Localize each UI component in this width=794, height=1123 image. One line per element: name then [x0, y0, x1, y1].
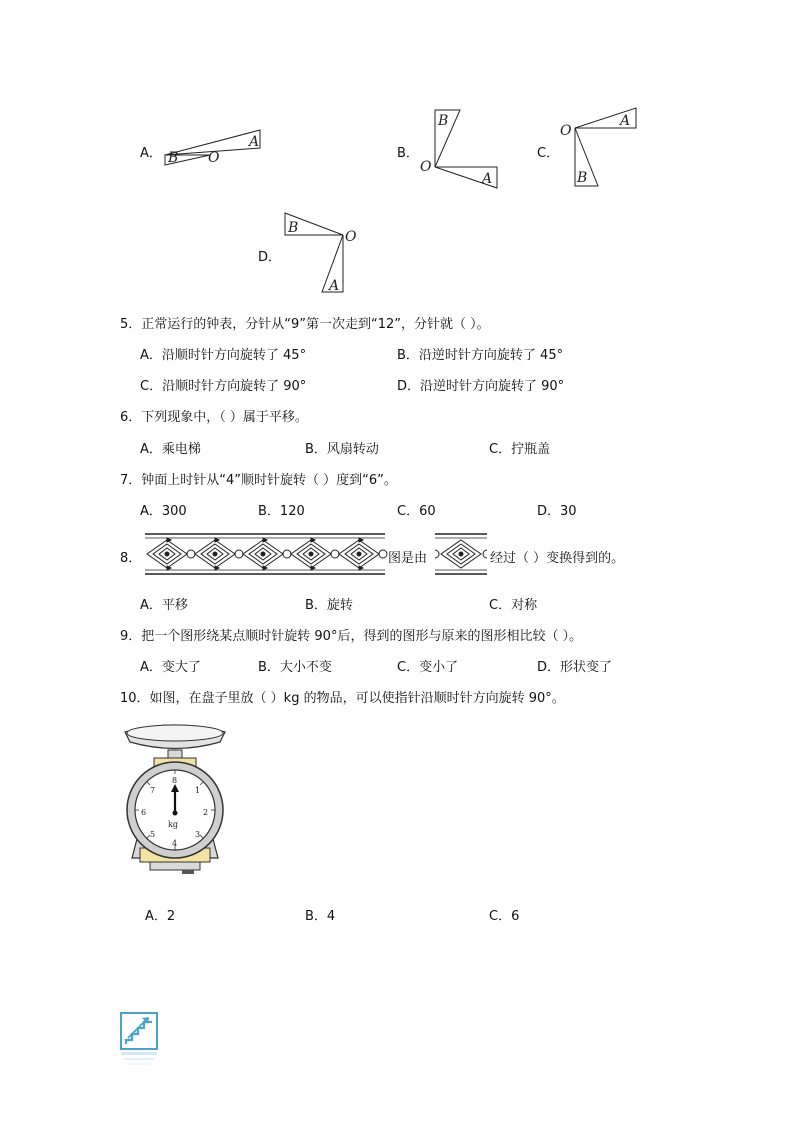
q4a-point-b: B: [168, 150, 179, 166]
q4b-point-b: B: [438, 113, 449, 129]
q5-option-d[interactable]: D．沿逆时针方向旋转了 90°: [397, 379, 565, 394]
q8-option-c[interactable]: C．对称: [489, 598, 538, 613]
q6-stem: 6．下列现象中，（ ）属于平移。: [120, 410, 308, 425]
q8-text-mid: 图是由: [388, 551, 428, 566]
q7-option-d[interactable]: D．30: [537, 504, 577, 519]
q4b-point-o: O: [420, 159, 432, 175]
q8-option-a[interactable]: A．平移: [140, 598, 188, 613]
q8-text-tail: 经过（ ）变换得到的。: [490, 551, 625, 566]
q8-number: 8．: [120, 551, 142, 566]
dial-number-5: 5: [150, 830, 156, 839]
q10-option-c[interactable]: C．6: [489, 909, 520, 924]
q4c-point-a: A: [620, 113, 631, 129]
q10-option-a[interactable]: A．2: [145, 909, 176, 924]
q9-option-d[interactable]: D．形状变了: [537, 660, 613, 675]
q4d-point-b: B: [288, 220, 299, 236]
q10-stem: 10．如图，在盘子里放（ ）kg 的物品，可以使指针沿顺时针方向旋转 90°。: [120, 691, 565, 706]
dial-number-7: 7: [150, 786, 156, 795]
q8-border-pattern-figure: [143, 533, 387, 575]
q4-figure-d: [280, 205, 370, 300]
q4-figure-b: [415, 105, 505, 195]
stairs-logo-icon: [120, 1012, 160, 1070]
q9-stem: 9．把一个图形绕某点顺时针旋转 90°后，得到的图形与原来的图形相比较（ ）。: [120, 629, 583, 644]
dial-number-6: 6: [141, 808, 147, 817]
q6-option-b[interactable]: B．风扇转动: [305, 442, 379, 457]
dial-number-1: 1: [195, 786, 201, 795]
q8-option-b[interactable]: B．旋转: [305, 598, 353, 613]
q4a-point-o: O: [208, 150, 220, 166]
q7-option-a[interactable]: A．300: [140, 504, 187, 519]
q5-stem: 5．正常运行的钟表，分针从“9”第一次走到“12”，分针就（ ）。: [120, 317, 490, 332]
q6-option-c[interactable]: C．拧瓶盖: [489, 442, 551, 457]
dial-number-3: 3: [195, 830, 201, 839]
q4-option-a-label[interactable]: A．: [140, 146, 162, 161]
q6-option-a[interactable]: A．乘电梯: [140, 442, 201, 457]
q10-option-b[interactable]: B．4: [305, 909, 336, 924]
q4-figure-a: [160, 125, 270, 175]
dial-unit-kg: kg: [168, 820, 178, 829]
q7-option-b[interactable]: B．120: [258, 504, 305, 519]
q4c-point-o: O: [560, 123, 572, 139]
q4-option-c-label[interactable]: C．: [537, 146, 560, 161]
q4-figure-c: [558, 103, 648, 193]
q4-option-b-label[interactable]: B．: [397, 146, 419, 161]
q4c-point-b: B: [577, 170, 588, 186]
q4-option-d-label[interactable]: D．: [258, 250, 282, 265]
dial-number-8: 8: [172, 776, 178, 785]
dial-number-2: 2: [203, 808, 209, 817]
q10-scale-figure: [120, 720, 230, 888]
q4d-point-a: A: [329, 278, 340, 294]
q4d-point-o: O: [345, 229, 357, 245]
q5-option-c[interactable]: C．沿顺时针方向旋转了 90°: [140, 379, 307, 394]
q5-option-b[interactable]: B．沿逆时针方向旋转了 45°: [397, 348, 564, 363]
q9-option-b[interactable]: B．大小不变: [258, 660, 332, 675]
q8-single-unit-figure: [433, 533, 489, 575]
q9-option-c[interactable]: C．变小了: [397, 660, 459, 675]
q4a-point-a: A: [249, 134, 260, 150]
q4b-point-a: A: [482, 171, 493, 187]
q7-option-c[interactable]: C．60: [397, 504, 436, 519]
q7-stem: 7．钟面上时针从“4”顺时针旋转（ ）度到“6”。: [120, 473, 397, 488]
q9-option-a[interactable]: A．变大了: [140, 660, 201, 675]
q5-option-a[interactable]: A．沿顺时针方向旋转了 45°: [140, 348, 307, 363]
dial-number-4: 4: [172, 839, 178, 848]
